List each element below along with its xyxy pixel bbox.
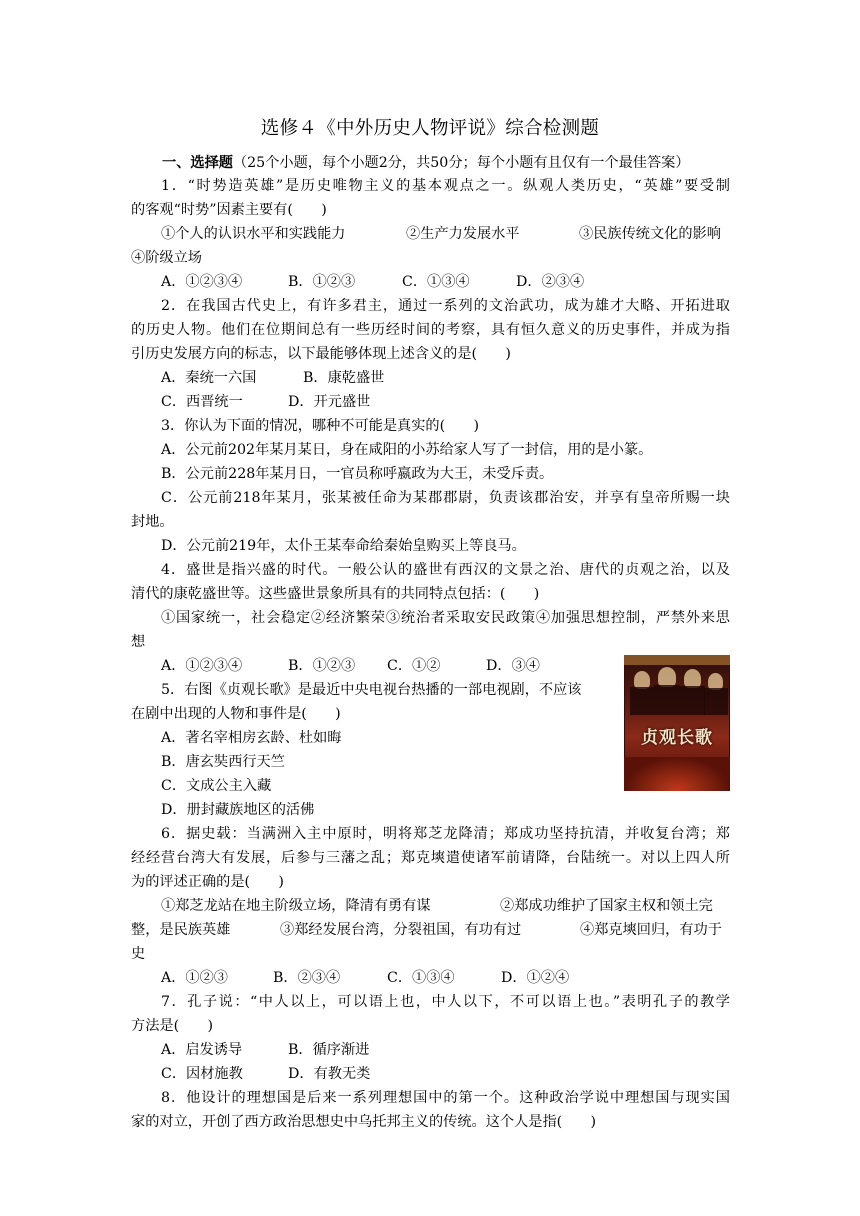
q1-item-2: ②生产力发展水平 — [406, 226, 520, 242]
q3-stem: 3．你认为下面的情况，哪种不可能是真实的( ) — [161, 418, 480, 434]
section-header — [162, 152, 690, 172]
q5-option-d: D．册封藏族地区的活佛 — [161, 802, 315, 818]
q6-option-b: B．②③④ — [273, 970, 341, 986]
q4-option-a: A．①②③④ — [161, 658, 243, 674]
q5-option-c: C．文成公主入藏 — [161, 778, 272, 794]
q1-item-1: ①个人的认识水平和实践能力 — [161, 226, 346, 242]
q6-option-d: D．①②④ — [501, 970, 570, 986]
q5-option-a: A．著名宰相房玄龄、杜如晦 — [161, 730, 342, 746]
q4-items: ①国家统一，社会稳定②经济繁荣③统治者采取安民政策④加强思想控制，严禁外来思 — [161, 610, 730, 626]
q2-option-a: A．秦统一六国 — [161, 370, 257, 386]
q6-item-2-cont: 整，是民族英雄 — [131, 922, 231, 938]
q4-stem-line2: 清代的康乾盛世等。这些盛世景象所具有的共同特点包括：( ) — [131, 586, 540, 602]
q6-item-3: ③郑经发展台湾，分裂祖国，有功有过 — [280, 922, 522, 938]
q6-item-4: ④郑克塽回归，有功于 — [580, 922, 722, 938]
q3-option-d: D．公元前219年，太仆王某奉命给秦始皇购买上等良马。 — [161, 538, 526, 554]
q1-item-3: ③民族传统文化的影响 — [579, 226, 721, 242]
q7-option-b: B．循序渐进 — [288, 1042, 370, 1058]
q3-option-a: A．公元前202年某月某日，身在咸阳的小苏给家人写了一封信，用的是小篆。 — [161, 442, 653, 458]
q1-item-4: ④阶级立场 — [131, 250, 202, 266]
q3-option-c-cont: 封地。 — [131, 514, 174, 530]
q6-item-4-cont: 史 — [131, 946, 146, 962]
q7-option-d: D．有教无类 — [288, 1066, 371, 1082]
q5-stem-line1: 5．右图《贞观长歌》是最近中央电视台热播的一部电视剧，不应该 — [161, 682, 582, 698]
page-title: 选修４《中外历史人物评说》综合检测题 — [260, 118, 600, 139]
q6-stem-line2: 经经营台湾大有发展，后参与三藩之乱；郑克塽遣使诸军前请降，台陆统一。对以上四人所 — [131, 850, 730, 866]
q2-option-d: D．开元盛世 — [288, 394, 371, 410]
q8-stem-line2: 家的对立，开创了西方政治思想史中乌托邦主义的传统。这个人是指( ) — [131, 1114, 597, 1130]
q1-stem-line2: 的客观“时势”因素主要有( ) — [131, 202, 327, 218]
q3-option-c: C．公元前218年某月，张某被任命为某郡郡尉，负责该郡治安，并享有皇帝所赐一块 — [161, 490, 730, 506]
q4-items-cont: 想 — [131, 634, 146, 650]
q5-option-b: B．唐玄奘西行天竺 — [161, 754, 285, 770]
tv-drama-poster-image — [624, 655, 730, 791]
q7-stem-line2: 方法是( ) — [131, 1018, 214, 1034]
q6-stem-line1: 6．据史载：当满洲入主中原时，明将郑芝龙降清；郑成功坚持抗清，并收复台湾；郑 — [161, 826, 730, 842]
q2-option-b: B．康乾盛世 — [303, 370, 385, 386]
section-label: 一、选择题 — [162, 155, 233, 171]
q1-option-c: C．①③④ — [402, 274, 470, 290]
poster-title: 贞观长歌 — [641, 728, 713, 748]
q7-option-c: C．因材施教 — [161, 1066, 243, 1082]
q6-item-2: ②郑成功维护了国家主权和领土完 — [500, 898, 713, 914]
q7-option-a: A．启发诱导 — [161, 1042, 243, 1058]
q6-item-1: ①郑芝龙站在地主阶级立场，降清有勇有谋 — [161, 898, 431, 914]
q1-option-d: D．②③④ — [516, 274, 585, 290]
q6-stem-line3: 为的评述正确的是( ) — [131, 874, 284, 890]
section-note: （25个小题，每个小题2分，共50分；每个小题有且仅有一个最佳答案） — [232, 155, 690, 171]
q2-option-c: C．西晋统一 — [161, 394, 243, 410]
q7-stem-line1: 7．孔子说：“中人以上，可以语上也，中人以下，不可以语上也。”表明孔子的教学 — [161, 994, 730, 1010]
q2-stem-line1: 2．在我国古代史上，有许多君主，通过一系列的文治武功，成为雄才大略、开拓进取 — [161, 298, 730, 314]
q1-option-b: B．①②③ — [288, 274, 356, 290]
q2-stem-line3: 引历史发展方向的标志，以下最能够体现上述含义的是( ) — [131, 346, 511, 362]
q6-option-c: C．①③④ — [387, 970, 455, 986]
q4-option-d: D．③④ — [486, 658, 540, 674]
q2-stem-line2: 的历史人物。他们在位期间总有一些历经时间的考察，具有恒久意义的历史事件，并成为指 — [131, 322, 730, 338]
q4-stem-line1: 4．盛世是指兴盛的时代。一般公认的盛世有西汉的文景之治、唐代的贞观之治，以及 — [161, 562, 730, 578]
q4-option-b: B．①②③ — [288, 658, 356, 674]
q8-stem-line1: 8．他设计的理想国是后来一系列理想国中的第一个。这种政治学说中理想国与现实国 — [161, 1090, 730, 1106]
q4-option-c: C．①② — [387, 658, 441, 674]
q5-stem-line2: 在剧中出现的人物和事件是( ) — [131, 706, 341, 722]
q6-option-a: A．①②③ — [161, 970, 228, 986]
q1-stem-line1: 1．“时势造英雄”是历史唯物主义的基本观点之一。纵观人类历史，“英雄”要受制 — [161, 178, 730, 194]
q1-option-a: A．①②③④ — [161, 274, 243, 290]
q3-option-b: B．公元前228年某月日，一官员称呼嬴政为大王，未受斥责。 — [161, 466, 554, 482]
